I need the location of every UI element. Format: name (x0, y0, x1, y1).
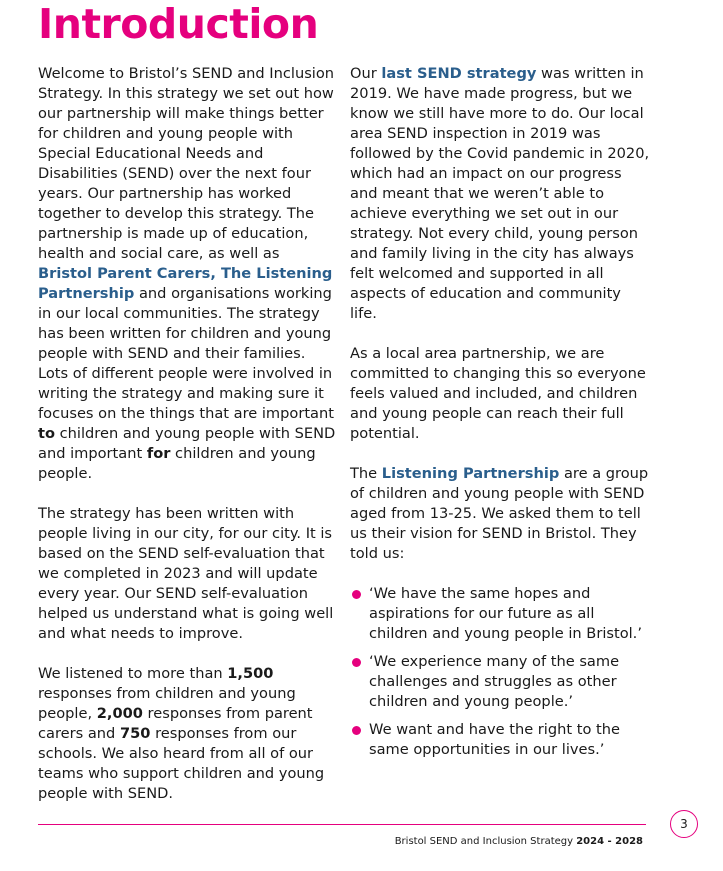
text: children and young people with SEND and important (38, 425, 336, 462)
listening-partnership-link[interactable]: Listening Partnership (381, 465, 560, 482)
text: responses from children and young people, (38, 685, 296, 722)
text: children and young people. (38, 445, 316, 482)
last-strategy-link[interactable]: last SEND strategy (381, 65, 537, 82)
text: are a group of children and young people with SEND aged from 13-25. We asked them to tell us their vision for SEND in Bristol. They told us: (350, 465, 649, 562)
footer-divider (38, 824, 646, 825)
count-parents: 2,000 (96, 705, 143, 722)
quote-item (350, 720, 650, 760)
text: Our (350, 65, 382, 82)
count-children: 1,500 (227, 665, 274, 682)
bullet-icon (352, 726, 361, 735)
text: We listened to more than (38, 665, 228, 682)
right-column (350, 64, 650, 768)
progress-paragraph (350, 64, 650, 324)
count-schools: 750 (119, 725, 151, 742)
footer-years: 2024 - 2028 (576, 836, 643, 847)
emphasis-for: for (146, 445, 171, 462)
bullet-icon (352, 590, 361, 599)
page-number: 3 (670, 810, 698, 838)
emphasis-to: to (38, 425, 56, 442)
quote-item (350, 652, 650, 712)
responses-paragraph (38, 664, 338, 804)
footer-title: Bristol SEND and Inclusion Strategy (394, 836, 577, 847)
quote-text: ‘We have the same hopes and aspirations for our future as all children and young people in Bristol.’ (369, 585, 642, 642)
quote-list (350, 584, 650, 760)
text: responses from our schools. We also heard from all of our teams who support children and young people with SEND. (38, 725, 325, 802)
intro-paragraph (38, 64, 338, 484)
page-title: Introduction (38, 0, 319, 48)
bullet-icon (352, 658, 361, 667)
partner-link[interactable]: Bristol Parent Carers, The Listening Partnership (38, 265, 333, 302)
text: Welcome to Bristol’s SEND and Inclusion Strategy. In this strategy we set out how our partnership will make things better for children and young people with Special Educational Needs and Disabilities (SEND) over the next four years. Our partnership has worked together to develop this strategy. The partnership is made up of education, health and social care, as well as (38, 65, 335, 262)
quote-text: We want and have the right to the same opportunities in our lives.’ (369, 721, 620, 758)
footer-text (395, 836, 643, 847)
quote-item (350, 584, 650, 644)
commitment-paragraph: As a local area partnership, we are committed to changing this so everyone feels valued and included, and children and young people can reach their full potential. (350, 345, 646, 442)
text: was written in 2019. We have made progress, but we know we still have more to do. Our local area SEND inspection in 2019 was followed by the Covid pandemic in 2020, which had an impact on our progress and meant that we weren’t able to achieve everything we set out in our strategy. Not every child, young person and family living in the city has always felt welcomed and supported in all aspects of education and community life. (350, 65, 650, 322)
strategy-paragraph: The strategy has been written with people living in our city, for our city. It is based on the SEND self-evaluation that we completed in 2023 and will update every year. Our SEND self-evaluation helped us understand what is going well and what needs to improve. (38, 505, 334, 642)
listening-paragraph (350, 464, 650, 564)
quote-text: ‘We experience many of the same challenges and struggles as other children and young people.’ (369, 653, 620, 710)
text: responses from parent carers and (38, 705, 313, 742)
left-column (38, 64, 338, 804)
text: and organisations working in our local communities. The strategy has been written for children and young people with SEND and their families. Lots of different people were involved in writing the strategy and making sure it focuses on the things that are important (38, 285, 334, 422)
text: The (350, 465, 382, 482)
